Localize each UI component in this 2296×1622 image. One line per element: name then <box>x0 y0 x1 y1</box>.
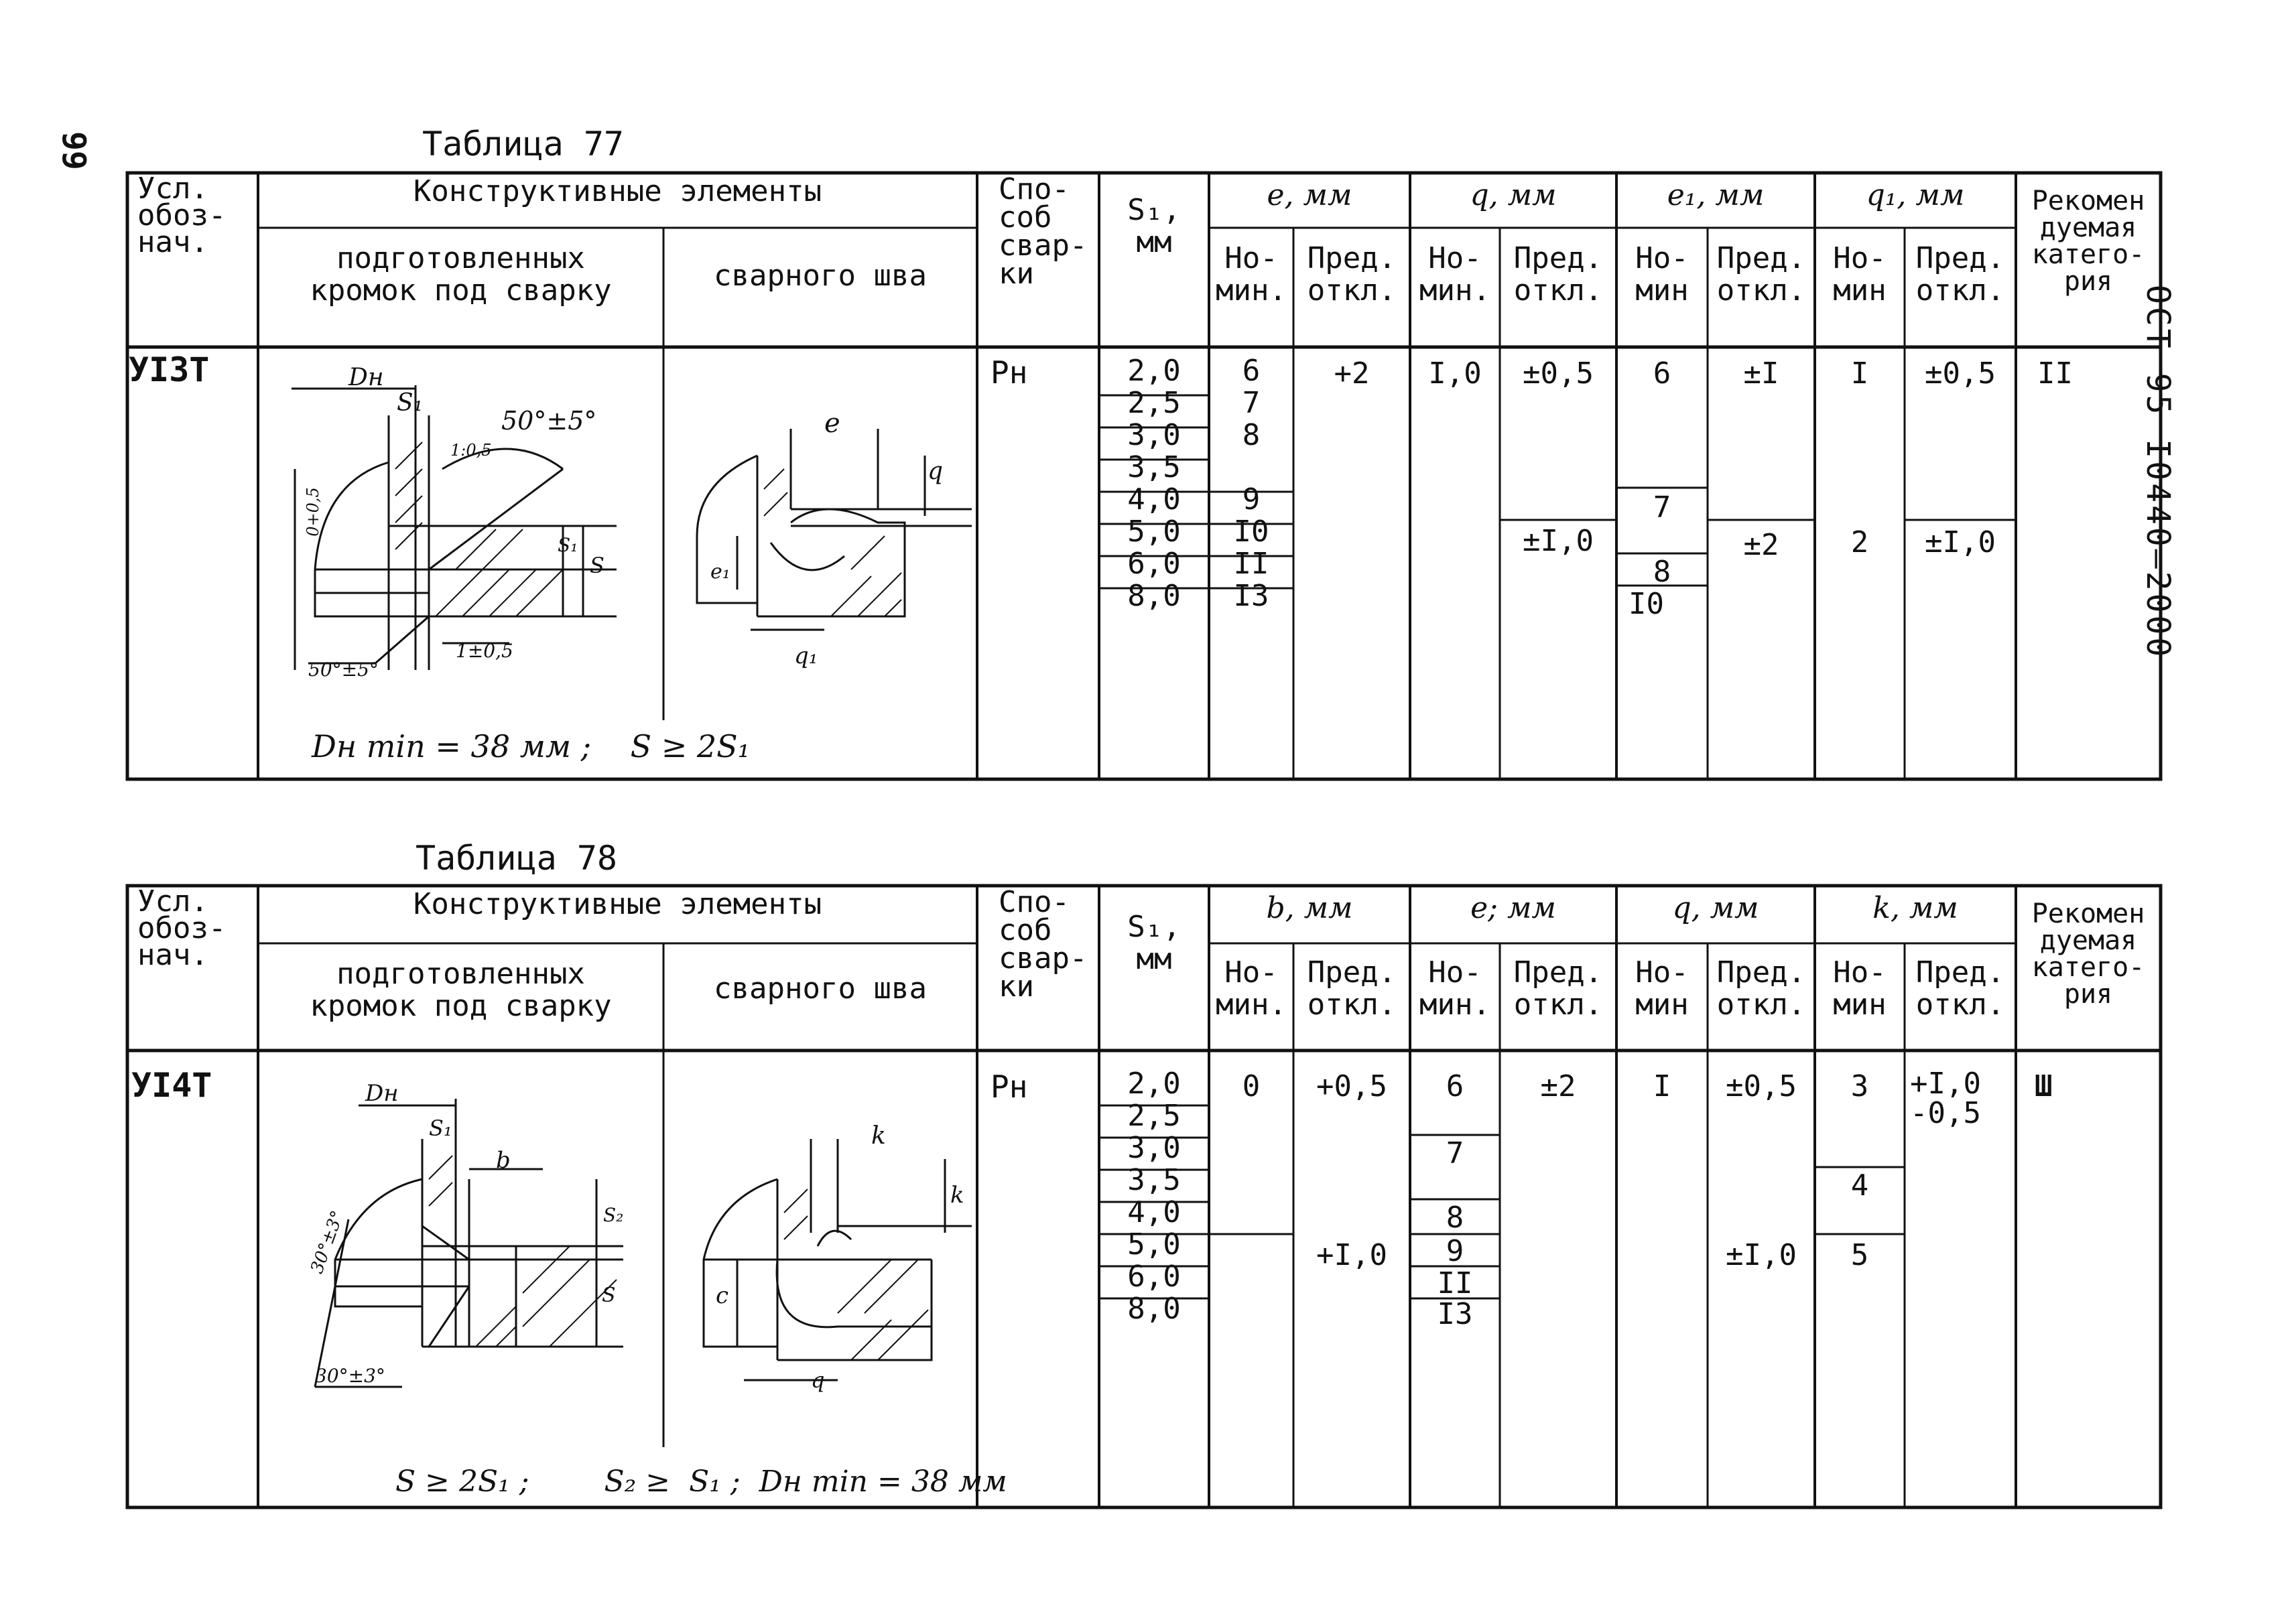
t78-lbl-angle-bottom: 30°±3° <box>315 1365 385 1387</box>
t77-header-weld-seam: сварного шва <box>714 259 927 293</box>
t77-method: Рн <box>991 354 1028 391</box>
t78-s1-4: 4,0 <box>1127 1195 1181 1229</box>
t78-h-dev3: Пред. откл. <box>1716 955 1806 1022</box>
t77-q-dev-1: ±I,0 <box>1523 524 1594 558</box>
t77-s1-0: 2,0 <box>1127 354 1181 388</box>
t77-e1-nom-3: I0 <box>1629 587 1664 621</box>
t78-header-prepared-edges: подготовленных кромок под сварку <box>310 957 612 1023</box>
t77-e-nom-6: I3 <box>1233 579 1269 613</box>
t77-s1-1: 2,5 <box>1127 386 1181 420</box>
t78-h-nom2: Но- мин. <box>1419 955 1490 1022</box>
t78-h-nom: Но- мин. <box>1216 955 1287 1022</box>
t78-header-designation: Усл. обоз- нач. <box>137 884 227 972</box>
t78-method: Рн <box>991 1069 1028 1105</box>
t77-s1-6: 6,0 <box>1127 547 1181 581</box>
t78-lbl-s1: S₁ <box>429 1116 452 1141</box>
t78-s1-0: 2,0 <box>1127 1067 1181 1101</box>
t77-q-nom: I,0 <box>1428 356 1482 391</box>
t77-lbl-e: e <box>824 408 840 439</box>
t78-e-nom-5: I3 <box>1437 1297 1473 1331</box>
t78-header-k: k, мм <box>1872 891 1958 925</box>
t78-lbl-k2: k <box>950 1182 964 1209</box>
t78-header-b: b, мм <box>1266 891 1353 925</box>
t78-header-category: Рекомен дуемая катего- рия <box>2031 898 2145 1010</box>
t77-lbl-e1: e₁ <box>710 560 730 584</box>
t77-e1-nom-2: 8 <box>1653 555 1671 589</box>
t77-header-e1: e₁, мм <box>1667 178 1765 212</box>
t77-e-nom-4: I0 <box>1233 515 1269 549</box>
t77-header-e: e, мм <box>1267 178 1352 212</box>
standard-code: ОСТ 95 I0440–2000 <box>2139 285 2177 660</box>
t77-e-dev: +2 <box>1334 356 1370 391</box>
t77-e-nom-0: 6 <box>1242 354 1261 388</box>
t78-s1-3: 3,5 <box>1127 1163 1181 1197</box>
t78-k-nom-2: 5 <box>1850 1238 1869 1272</box>
t78-header-weld-seam: сварного шва <box>714 971 927 1006</box>
t78-s1-5: 5,0 <box>1127 1227 1181 1262</box>
t78-lbl-s2: S₂ <box>603 1204 624 1226</box>
t77-lbl-q: q <box>928 458 944 485</box>
t77-e1-nom-0: 6 <box>1653 356 1671 391</box>
t78-q-dev-0: ±0,5 <box>1726 1069 1797 1103</box>
t77-h-nom: Но- мин. <box>1216 241 1287 308</box>
t77-q1-nom-0: I <box>1850 356 1869 391</box>
t78-s1-1: 2,5 <box>1127 1099 1181 1133</box>
t77-header-q: q, мм <box>1470 178 1557 212</box>
t77-q1-nom-1: 2 <box>1850 525 1869 559</box>
t77-lbl-dn: Dн <box>348 364 384 391</box>
t78-e-nom-1: 7 <box>1446 1136 1464 1170</box>
t77-q1-dev-1: ±I,0 <box>1925 525 1996 559</box>
t78-lbl-c: c <box>716 1282 729 1309</box>
t78-s1-2: 3,0 <box>1127 1131 1181 1165</box>
t78-lbl-dn: Dн <box>365 1080 399 1107</box>
t77-h-dev3: Пред. откл. <box>1716 241 1806 308</box>
t77-lbl-gap: 1±0,5 <box>456 640 513 662</box>
t77-h-nom2: Но- мин. <box>1419 241 1490 308</box>
t77-category: II <box>2037 356 2073 391</box>
t77-q-dev-0: ±0,5 <box>1523 356 1594 391</box>
t78-h-nom3: Но- мин <box>1635 955 1689 1022</box>
table77-hatch <box>395 442 563 616</box>
table77-caption: Таблица 77 <box>422 125 625 163</box>
t78-e-nom-3: 9 <box>1446 1234 1464 1268</box>
t78-e-nom-4: II <box>1437 1266 1473 1300</box>
t77-e-nom-5: II <box>1233 547 1269 581</box>
t77-lbl-angle-bottom: 50°±5° <box>308 659 379 681</box>
t78-s1-6: 6,0 <box>1127 1260 1181 1294</box>
t77-h-dev4: Пред. откл. <box>1915 241 2005 308</box>
t78-category: Ш <box>2035 1069 2053 1103</box>
t78-h-nom4: Но- мин <box>1833 955 1887 1022</box>
t77-lbl-s: S <box>590 553 604 578</box>
t77-h-nom3: Но- мин <box>1635 241 1689 308</box>
t78-h-dev2: Пред. откл. <box>1513 955 1603 1022</box>
t78-b-dev-0: +0,5 <box>1316 1069 1387 1103</box>
t78-lbl-s: S <box>602 1284 616 1307</box>
t78-q-dev-1: ±I,0 <box>1726 1238 1797 1272</box>
t78-k-nom-0: 3 <box>1850 1069 1869 1103</box>
page-number: 99 <box>55 131 92 170</box>
t77-lbl-angle-top: 50°±5° <box>501 406 597 435</box>
t78-lbl-angle-top: 30°±3° <box>306 1208 348 1276</box>
t77-h-nom4: Но- мин <box>1833 241 1887 308</box>
t78-b-dev-1: +I,0 <box>1316 1238 1387 1272</box>
t78-k-nom-1: 4 <box>1850 1168 1869 1203</box>
t77-q1-dev-0: ±0,5 <box>1925 356 1996 391</box>
t78-header-e: e; мм <box>1470 891 1556 925</box>
table78-seam-drawing <box>704 1139 972 1380</box>
table78-edge-drawing <box>315 1099 623 1387</box>
t77-s1-4: 4,0 <box>1127 482 1181 517</box>
t78-e-nom-2: 8 <box>1446 1201 1464 1235</box>
t77-e1-dev-0: ±I <box>1743 356 1779 391</box>
t78-e-nom-0: 6 <box>1446 1069 1464 1103</box>
t77-e1-nom-1: 7 <box>1653 490 1671 525</box>
t77-s1-5: 5,0 <box>1127 515 1181 549</box>
t78-h-dev4: Пред. откл. <box>1915 955 2005 1022</box>
t78-lbl-k: k <box>871 1122 886 1150</box>
t78-k-dev: +I,0 -0,5 <box>1910 1067 1981 1130</box>
t77-lbl-s1: S₁ <box>397 389 424 417</box>
t77-e-nom-3: 9 <box>1242 482 1261 517</box>
t78-s1-7: 8,0 <box>1127 1292 1181 1326</box>
t77-e-nom-2: 8 <box>1242 418 1261 452</box>
t78-h-dev: Пред. откл. <box>1307 955 1397 1022</box>
t77-h-dev: Пред. откл. <box>1307 241 1397 308</box>
t77-e-nom-1: 7 <box>1242 386 1261 420</box>
t77-header-q1: q₁, мм <box>1866 178 1965 212</box>
t78-lbl-q: q <box>811 1367 825 1393</box>
t77-h-dev2: Пред. откл. <box>1513 241 1603 308</box>
t77-lbl-s1b: S₁ <box>558 534 578 556</box>
t77-lbl-tol: 1:0,5 <box>450 441 492 460</box>
t78-q-nom: I <box>1653 1069 1671 1103</box>
t78-e-dev: ±2 <box>1540 1069 1576 1103</box>
t78-header-method: Спо- соб свар- ки <box>999 885 1088 1004</box>
t77-s1-2: 3,0 <box>1127 418 1181 452</box>
t77-e1-dev-1: ±2 <box>1743 528 1779 562</box>
t77-lbl-vert: 0+0,5 <box>303 487 322 537</box>
t78-note: S ≥ 2S₁ ; S₂ ≥ S₁ ; Dн min = 38 мм <box>395 1465 1007 1499</box>
t77-header-s1: S₁, мм <box>1127 193 1181 259</box>
table78-caption: Таблица 78 <box>416 839 618 878</box>
t78-header-q: q, мм <box>1672 891 1759 925</box>
t78-header-s1: S₁, мм <box>1127 910 1181 976</box>
t77-header-method: Спо- соб свар- ки <box>999 172 1088 291</box>
t77-header-designation: Усл. обоз- нач. <box>137 172 227 259</box>
t77-s1-7: 8,0 <box>1127 579 1181 613</box>
t78-header-construction: Конструктивные элементы <box>413 887 822 921</box>
t78-lbl-b: b <box>496 1147 511 1174</box>
t78-designation: УI4Т <box>131 1066 212 1105</box>
t77-note: Dн min = 38 мм ; S ≥ 2S₁ <box>312 728 751 764</box>
t77-header-prepared-edges: подготовленных кромок под сварку <box>310 241 612 308</box>
t77-header-construction: Конструктивные элементы <box>413 174 822 208</box>
t78-b-nom: 0 <box>1242 1069 1261 1103</box>
t77-s1-3: 3,5 <box>1127 450 1181 484</box>
t77-header-category: Рекомен дуемая катего- рия <box>2031 186 2145 297</box>
t77-designation: УI3Т <box>129 350 210 389</box>
t77-lbl-q1: q₁ <box>794 643 818 669</box>
